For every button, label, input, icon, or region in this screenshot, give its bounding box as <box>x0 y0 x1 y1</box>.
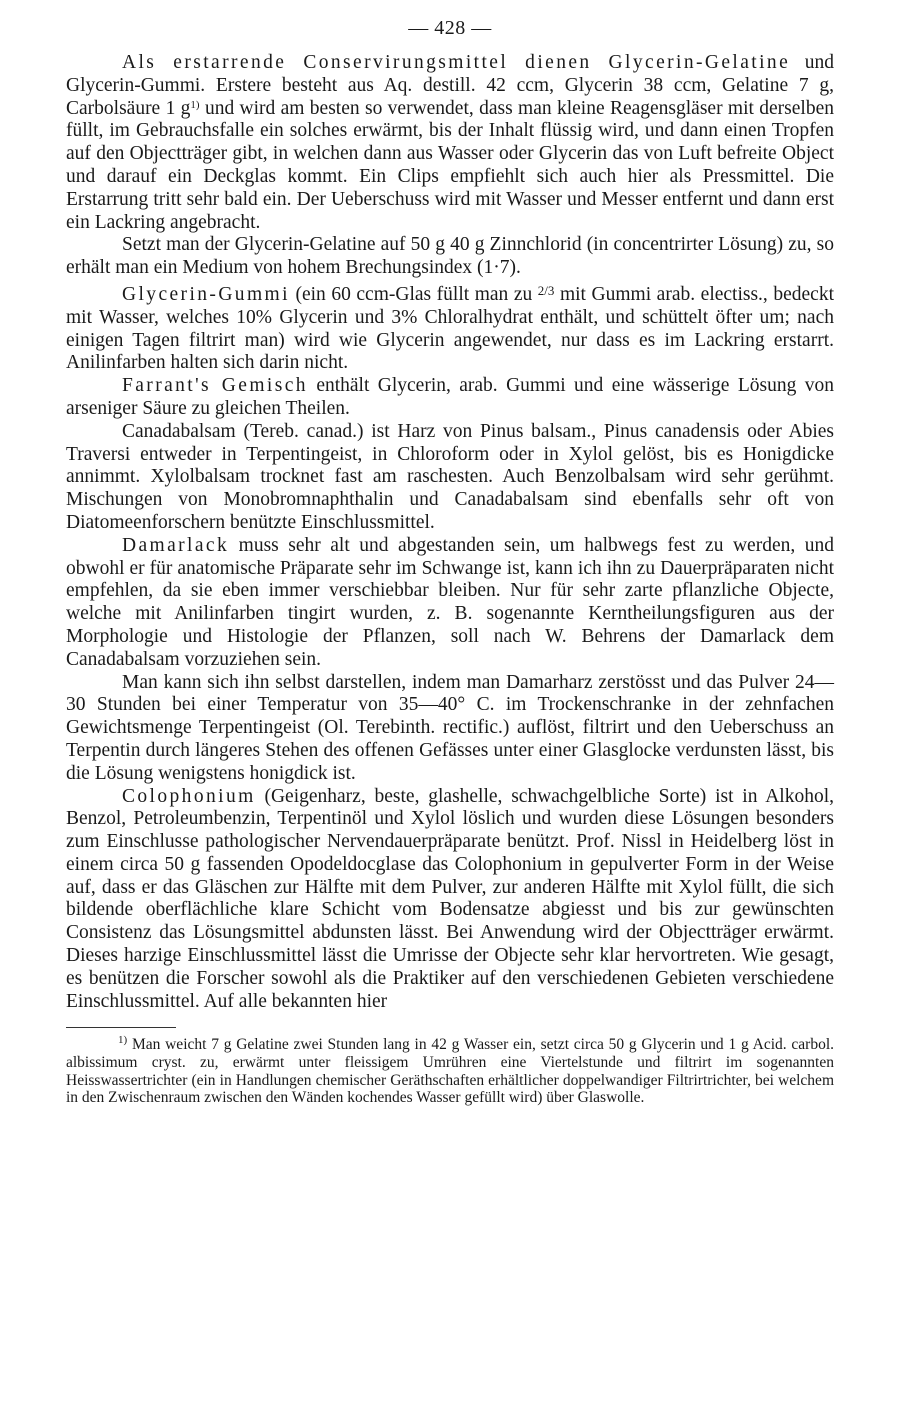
paragraph-text: Setzt man der Glycerin-Gelatine auf 50 g 40 g Zinnchlorid (in concentrirter Lösung) zu, so erhält man ein Medium von hohem Brechungsindex (1·7). <box>66 234 834 279</box>
paragraph-text: (Geigenharz, beste, glashelle, schwachgelbliche Sorte) ist in Alkohol, Benzol, Petroleumbenzin, Terpentinöl und Xylol löslich und wurden diese Lösungen besonders zum Einschlusse pathologischer Nervendauerpräparate benützt. Prof. Nissl in Heidelberg löst in einem circa 50 g fassenden Opodeldocglase das Colophonium in gepulverter Form in der Weise auf, dass er das Gläschen zur Hälfte mit dem Pulver, zur anderen Hälfte mit Xylol füllt, die sich bildende oberflächliche klare Schicht vom Bodensatze abgiesst und bis zur gewünschten Consistenz das Lösungsmittel abdunsten lässt. Bei Anwendung wird der Objectträger erwärmt. Dieses harzige Einschlussmittel lässt die Umrisse der Objecte sehr klar hervortreten. Wie gesagt, es benützen die Forscher sowohl als die Praktiker auf den verschiedenen Gebieten verschiedene Einschlussmittel. Auf alle bekannten hier <box>66 785 834 1012</box>
paragraph-text: und Glycerin-Gummi. Erstere besteht aus Aq. destill. 42 ccm, Glycerin 38 ccm, Gelatine 7 g, Carbolsäure 1 g <box>66 52 835 119</box>
paragraph-text: und wird am besten so verwendet, dass man kleine Reagensgläser mit derselben füllt, im Gebrauchsfalle ein solches erwärmt, bis der Inhalt flüssig wird, und dann einen Tropfen auf den Objectträger gibt, in welchen dann aus Wasser oder Glycerin das von Luft befreite Object und darauf ein Deckglas kommt. Ein Clips empfiehlt sich auch hier als Pressmittel. Die Erstarrung tritt sehr bald ein. Der Ueberschuss wird mit Wasser und Messer entfernt und dann erst ein Lackring angebracht. <box>66 97 834 233</box>
paragraph-1 <box>66 52 834 234</box>
paragraph-6 <box>66 535 834 672</box>
body-text <box>66 52 834 1013</box>
paragraph-5 <box>66 421 834 535</box>
paragraph-2 <box>66 234 834 280</box>
fraction: 2/3 <box>537 282 555 298</box>
paragraph-text: Man kann sich ihn selbst darstellen, indem man Damarharz zerstösst und das Pulver 24—30 Stunden bei einer Temperatur von 35—40° C. im Trockenschranke in der zehnfachen Gewichtsmenge Terpentingeist (Ol. Terebinth. rectific.) auflöst, filtrirt und den Ueberschuss an Terpentin durch längeres Stehen des offenen Gefässes unter einer Glasglocke verdunsten lässt, bis die Lösung wenigstens honigdick ist. <box>66 671 834 784</box>
spaced-term: Glycerin-Gummi <box>122 283 290 305</box>
paragraph-text: (Tereb. canad.) ist Harz von Pinus balsam., Pinus canadensis oder Abies Traversi entweder in Terpentingeist, in Chloroform oder in Xylol gelöst, bis es Honigdicke annimmt. Xylolbalsam trocknet fast am raschesten. Auch Benzolbalsam wird sehr gerühmt. Mischungen von Monobromnaphthalin und Canadabalsam sind ebenfalls sehr oft von Diatomeenforschern benützte Einschlussmittel. <box>66 420 834 533</box>
spaced-term: Als erstarrende Conservirungsmittel dienen Glycerin-Gelatine <box>122 52 791 73</box>
paragraph-text: (ein 60 ccm-Glas füllt man zu <box>289 283 538 305</box>
paragraph-text: muss sehr alt und abgestanden sein, um halbwegs fest zu werden, und obwohl er für anatomische Präparate sehr im Schwange ist, kann ich ihn zu Dauerpräparaten nicht empfehlen, da sie eben immer verschiebbar bleiben. Nur für sehr zarte pflanzliche Objecte, welche mit Anilinfarben tingirt wurden, z. B. sogenannte Kerntheilungsfiguren aus der Morphologie und Histologie der Pflanzen, soll nach W. Behrens der Damarlack dem Canadabalsam vorzuziehen sein. <box>66 534 834 670</box>
footnote <box>66 1036 834 1106</box>
spaced-term: Colophonium <box>122 785 256 807</box>
spaced-term: Damarlack <box>122 534 230 556</box>
footnote-text: Man weicht 7 g Gelatine zwei Stunden lang in 42 g Wasser ein, setzt circa 50 g Glycerin und 1 g Acid. carbol. albissimum cryst. zu, erwärmt unter fleissigem Umrühren eine Viertelstunde und filtrirt im sogenannten Heisswassertrichter (ein in Handlungen chemischer Geräthschaften erhältlicher doppelwandiger Filtrirtrichter, bei welchem in den Zwischenraum zwischen den Wänden kochendes Wasser gefüllt wird) über Glaswolle. <box>66 1036 834 1107</box>
term: Canadabalsam <box>122 420 236 442</box>
paragraph-8 <box>66 786 834 1014</box>
spaced-term: Farrant's Gemisch <box>122 375 308 397</box>
footnote-paragraph <box>66 1036 834 1106</box>
footnote-divider <box>66 1027 176 1028</box>
paragraph-7 <box>66 672 834 786</box>
paragraph-text: mit Gummi arab. electiss., bedeckt mit Wasser, welches 10% Glycerin und 3% Chloralhydrat enthält, und schüttelt öfter um; nach einigen Tagen filtrirt man) wird wie Glycerin angewendet, nur dass es im Lackring erstarrt. Anilinfarben halten sich darin nicht. <box>66 283 834 374</box>
paragraph-4 <box>66 375 834 421</box>
footnote-ref: 1) <box>190 98 200 111</box>
paragraph-3 <box>66 280 834 375</box>
page-number: — 428 — <box>408 17 492 39</box>
paragraph-text: enthält Glycerin, arab. Gummi und eine wässerige Lösung von arseniger Säure zu gleichen Theilen. <box>66 375 834 419</box>
footnote-mark: 1) <box>118 1034 128 1047</box>
